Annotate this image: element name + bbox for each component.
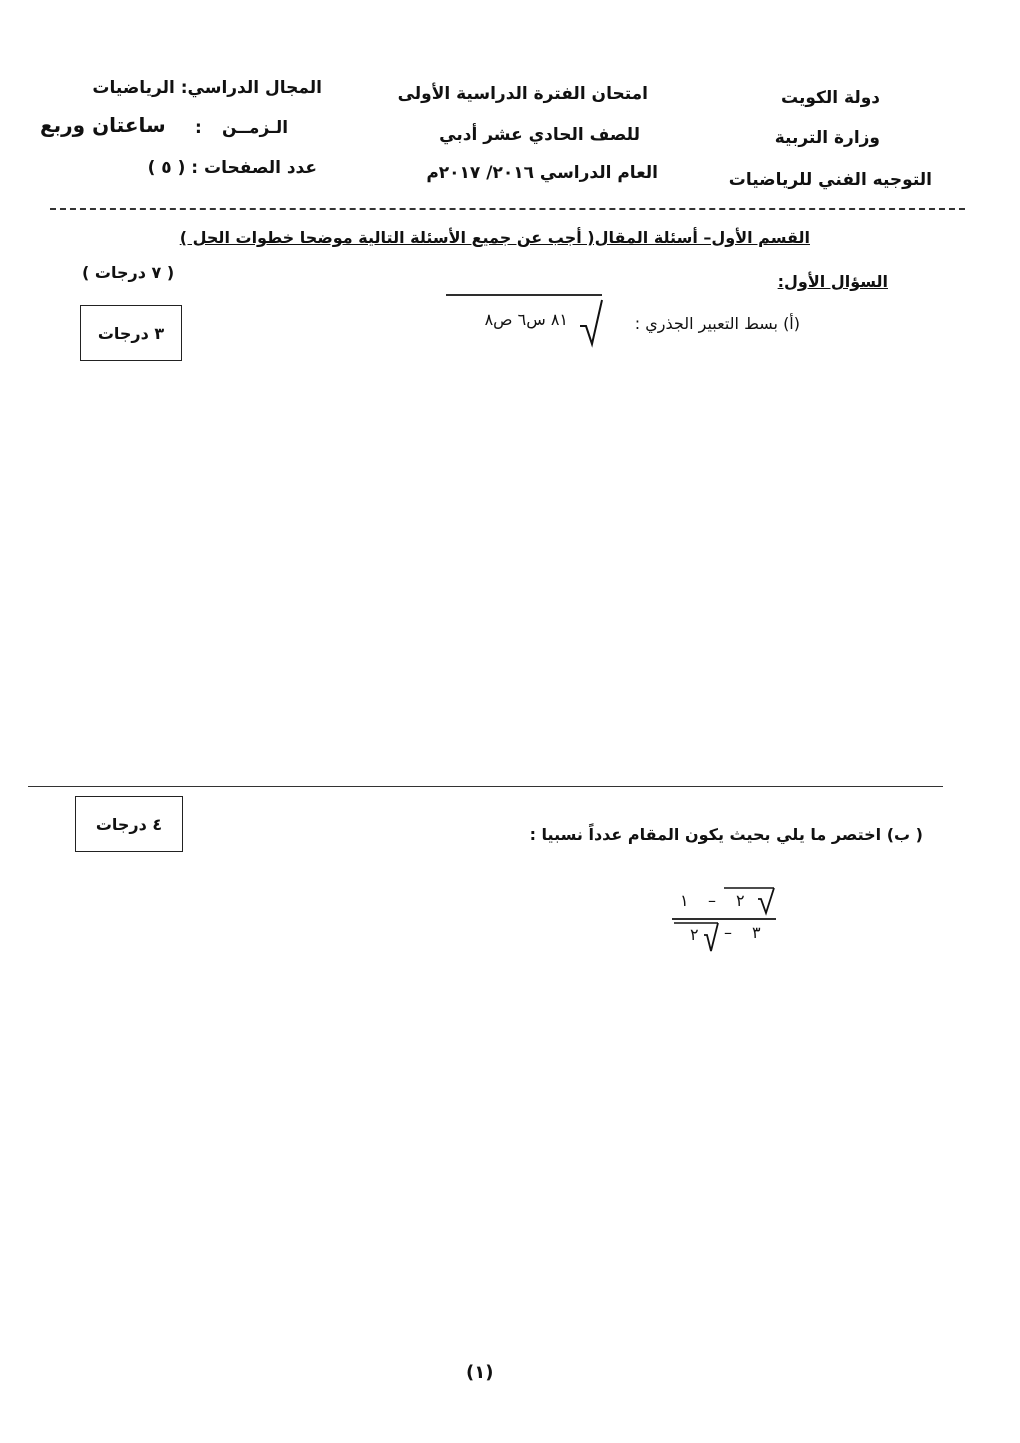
header-department: التوجيه الفني للرياضيات bbox=[728, 170, 932, 190]
part-a-radicand: ٨١ س٦ ص٨ bbox=[484, 310, 568, 329]
part-b-marks: ٤ درجات bbox=[95, 814, 163, 834]
header-dashed-divider bbox=[50, 208, 965, 210]
section-title: القسم الأول– أسئلة المقال( أجب عن جميع الأسئلة التالية موضحا خطوات الحل ) bbox=[179, 228, 810, 247]
header-exam-title: امتحان الفترة الدراسية الأولى bbox=[397, 84, 648, 104]
part-b-fraction bbox=[670, 885, 780, 955]
part-b-marks-box bbox=[75, 796, 183, 852]
part-a-marks: ٣ درجات bbox=[97, 323, 165, 343]
header-ministry: وزارة التربية bbox=[774, 128, 880, 148]
header-pages: عدد الصفحات : ( ٥ ) bbox=[147, 158, 317, 178]
part-a-marks-box bbox=[80, 305, 182, 361]
part-divider bbox=[28, 786, 943, 787]
header-time-sep: : bbox=[195, 118, 202, 138]
header-time-value: ساعتان وربع bbox=[40, 113, 166, 137]
numerator-number: ١ bbox=[680, 891, 689, 910]
part-b-text: ( ب) اختصر ما يلي بحيث يكون المقام عدداً نسبيا : bbox=[529, 825, 923, 844]
question1-total-marks: ( ٧ درجات ) bbox=[82, 263, 175, 282]
denominator-number: ٣ bbox=[752, 923, 761, 942]
question1-title: السؤال الأول: bbox=[777, 272, 888, 291]
numerator-minus: – bbox=[708, 891, 716, 910]
header-year: العام الدراسي ٢٠١٦/ ٢٠١٧م bbox=[426, 163, 658, 183]
denominator-minus: – bbox=[724, 923, 732, 942]
part-a-text: (أ) بسط التعبير الجذري : bbox=[634, 314, 800, 333]
part-a-radical bbox=[440, 290, 610, 348]
page-number: (١) bbox=[466, 1362, 494, 1383]
header-subject: المجال الدراسي: الرياضيات bbox=[92, 78, 322, 98]
header-country: دولة الكويت bbox=[780, 88, 880, 108]
header-time-label: الـزمــن bbox=[222, 118, 289, 138]
numerator-root: ٢ bbox=[736, 891, 745, 910]
header-grade: للصف الحادي عشر أدبي bbox=[439, 125, 640, 145]
denominator-root: ٢ bbox=[690, 925, 699, 944]
